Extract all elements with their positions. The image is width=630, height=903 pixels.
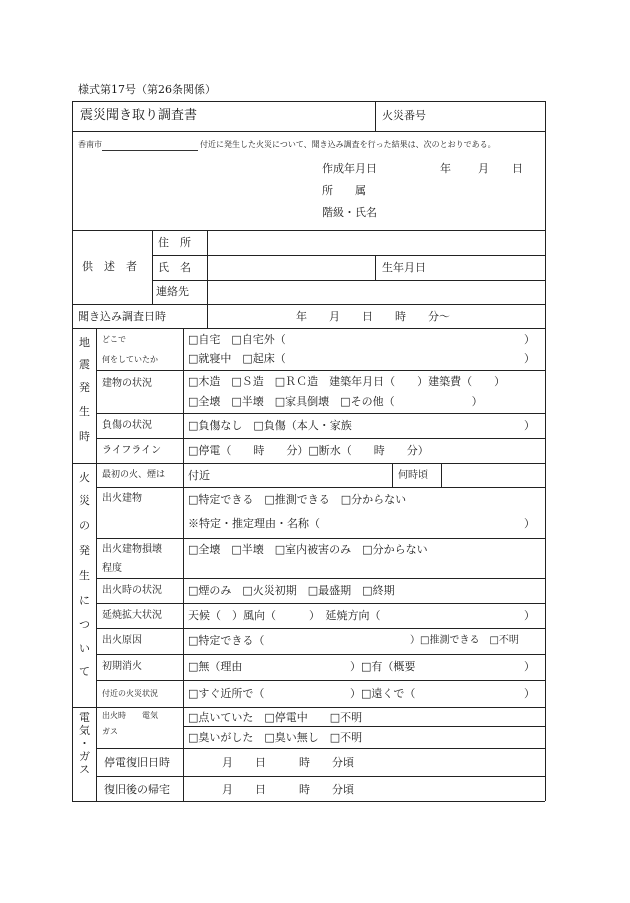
nearby-fire-options[interactable]: □すぐ近所で（ <box>188 687 265 700</box>
restore-label: 停電復旧日時 <box>104 756 170 769</box>
where-close-paren: ） <box>524 333 535 346</box>
gas-section-char: ガ <box>79 750 90 763</box>
initial-extinguish-options[interactable]: □無（理由 <box>188 660 243 673</box>
created-day-unit: 日 <box>512 162 523 175</box>
injury-label: 負傷の状況 <box>102 420 152 431</box>
cause-options-tail[interactable]: ）□推測できる □不明 <box>410 635 519 646</box>
address-label: 住 所 <box>158 236 191 249</box>
fire-section-char: 生 <box>79 569 90 582</box>
cause-options[interactable]: □特定できる（ <box>188 634 265 647</box>
rank-name-label: 階級・氏名 <box>322 206 377 219</box>
origin-building-line-2[interactable]: ※特定・推定理由・名称（ <box>188 517 320 530</box>
quake-section-char: 地 <box>79 336 90 349</box>
name-field[interactable] <box>212 259 370 275</box>
created-date-label: 作成年月日 <box>322 162 377 175</box>
fire-section-char: て <box>79 665 90 678</box>
spread-options[interactable]: 天候（ ）風向（ ） 延焼方向（ <box>188 609 381 622</box>
created-month-unit: 月 <box>478 162 489 175</box>
initial-extinguish-label: 初期消火 <box>102 661 142 672</box>
doing-close-paren: ） <box>524 352 535 365</box>
location-input-line[interactable] <box>102 150 198 151</box>
form-label: 様式第17号（第26条関係） <box>78 83 216 96</box>
situation-label: 出火時の状況 <box>102 585 162 596</box>
interview-datetime-value: 年 月 日 時 分〜 <box>296 310 450 323</box>
injury-close-paren: ） <box>524 419 535 432</box>
initial-extinguish-close-paren: ） <box>524 660 535 673</box>
first-fire-value: 付近 <box>188 469 210 482</box>
cause-label: 出火原因 <box>102 635 142 646</box>
form-title: 震災聞き取り調査書 <box>80 108 198 123</box>
fire-section-char: 発 <box>79 544 90 557</box>
initial-extinguish-tail[interactable]: ）□有（概要 <box>350 660 416 673</box>
where-options[interactable]: □自宅 □自宅外（ <box>188 333 286 346</box>
intro-city: 香南市 <box>78 140 102 149</box>
damage-label: 出火建物損壊 <box>102 544 162 555</box>
fire-section-char: 災 <box>79 494 90 507</box>
contact-field[interactable] <box>212 284 540 300</box>
origin-building-line-1[interactable]: □特定できる □推測できる □分からない <box>188 493 407 506</box>
spread-label: 延焼拡大状況 <box>102 610 162 621</box>
damage-options[interactable]: □全壊 □半壊 □室内被害のみ □分からない <box>188 543 428 556</box>
first-fire-label: 最初の火、煙は <box>102 470 166 480</box>
quake-section-char: 時 <box>79 430 90 443</box>
doing-label: 何をしていたか <box>102 355 158 364</box>
created-year-unit: 年 <box>440 162 451 175</box>
doing-options[interactable]: □就寝中 □起床（ <box>188 352 286 365</box>
address-field[interactable] <box>212 234 540 250</box>
damage-label-2: 程度 <box>102 563 122 574</box>
quake-section-char: 震 <box>79 358 90 371</box>
fire-section-char: の <box>79 519 90 532</box>
when-label: 何時頃 <box>398 470 428 481</box>
informant-label: 供 述 者 <box>82 260 137 273</box>
contact-label: 連絡先 <box>156 285 189 298</box>
fire-section-char: 火 <box>79 471 90 484</box>
building-label: 建物の状況 <box>102 378 152 389</box>
fire-section-char: に <box>79 594 90 607</box>
quake-section-char: 発 <box>79 381 90 394</box>
lifeline-options[interactable]: □停電（ 時 分）□断水（ 時 分） <box>188 444 429 457</box>
building-line-1[interactable]: □木造 □Ｓ造 □ＲＣ造 建築年月日（ ）建築費（ ） <box>188 375 506 388</box>
intro-text: 付近に発生した火災について、聞き込み調査を行った結果は、次のとおりである。 <box>200 140 496 149</box>
where-label: どこで <box>102 335 126 344</box>
when-field[interactable] <box>446 468 540 484</box>
nearby-fire-close-paren: ） <box>524 687 535 700</box>
affiliation-label: 所 属 <box>322 184 366 197</box>
spread-close-paren: ） <box>524 609 535 622</box>
situation-options[interactable]: □煙のみ □火災初期 □最盛期 □終期 <box>188 584 395 597</box>
fire-section-char: い <box>79 642 90 655</box>
name-label: 氏 名 <box>158 261 191 274</box>
at-fire-label-2: ガス <box>102 727 118 736</box>
gas-section-char: 気 <box>79 724 90 737</box>
gas-section-char: ・ <box>79 737 90 750</box>
interview-datetime-label: 聞き込み調査日時 <box>78 310 166 323</box>
fire-section-char: つ <box>79 618 90 631</box>
quake-section-char: 生 <box>79 405 90 418</box>
gas-section-char: 電 <box>79 711 90 724</box>
gas-options[interactable]: □臭いがした □臭い無し □不明 <box>188 731 363 744</box>
nearby-fire-tail[interactable]: ）□遠くで（ <box>350 687 416 700</box>
fire-number-field[interactable] <box>435 110 535 124</box>
restore-value: 月 日 時 分頃 <box>222 756 354 769</box>
origin-building-close-paren: ） <box>524 517 535 530</box>
at-fire-label: 出火時 電気 <box>102 711 158 720</box>
nearby-fire-label: 付近の火災状況 <box>102 689 158 698</box>
return-label: 復旧後の帰宅 <box>104 783 170 796</box>
birth-date-label: 生年月日 <box>382 261 426 274</box>
building-line-2[interactable]: □全壊 □半壊 □家具倒壊 □その他（ ） <box>188 395 483 408</box>
electric-options[interactable]: □点いていた □停電中 □不明 <box>188 711 363 724</box>
gas-section-char: ス <box>79 763 90 776</box>
lifeline-label: ライフライン <box>102 445 162 456</box>
first-fire-location-field[interactable] <box>216 468 386 484</box>
fire-number-label: 火災番号 <box>382 109 426 122</box>
injury-options[interactable]: □負傷なし □負傷（本人・家族 <box>188 419 352 432</box>
origin-building-label: 出火建物 <box>102 493 142 504</box>
return-value: 月 日 時 分頃 <box>222 783 354 796</box>
